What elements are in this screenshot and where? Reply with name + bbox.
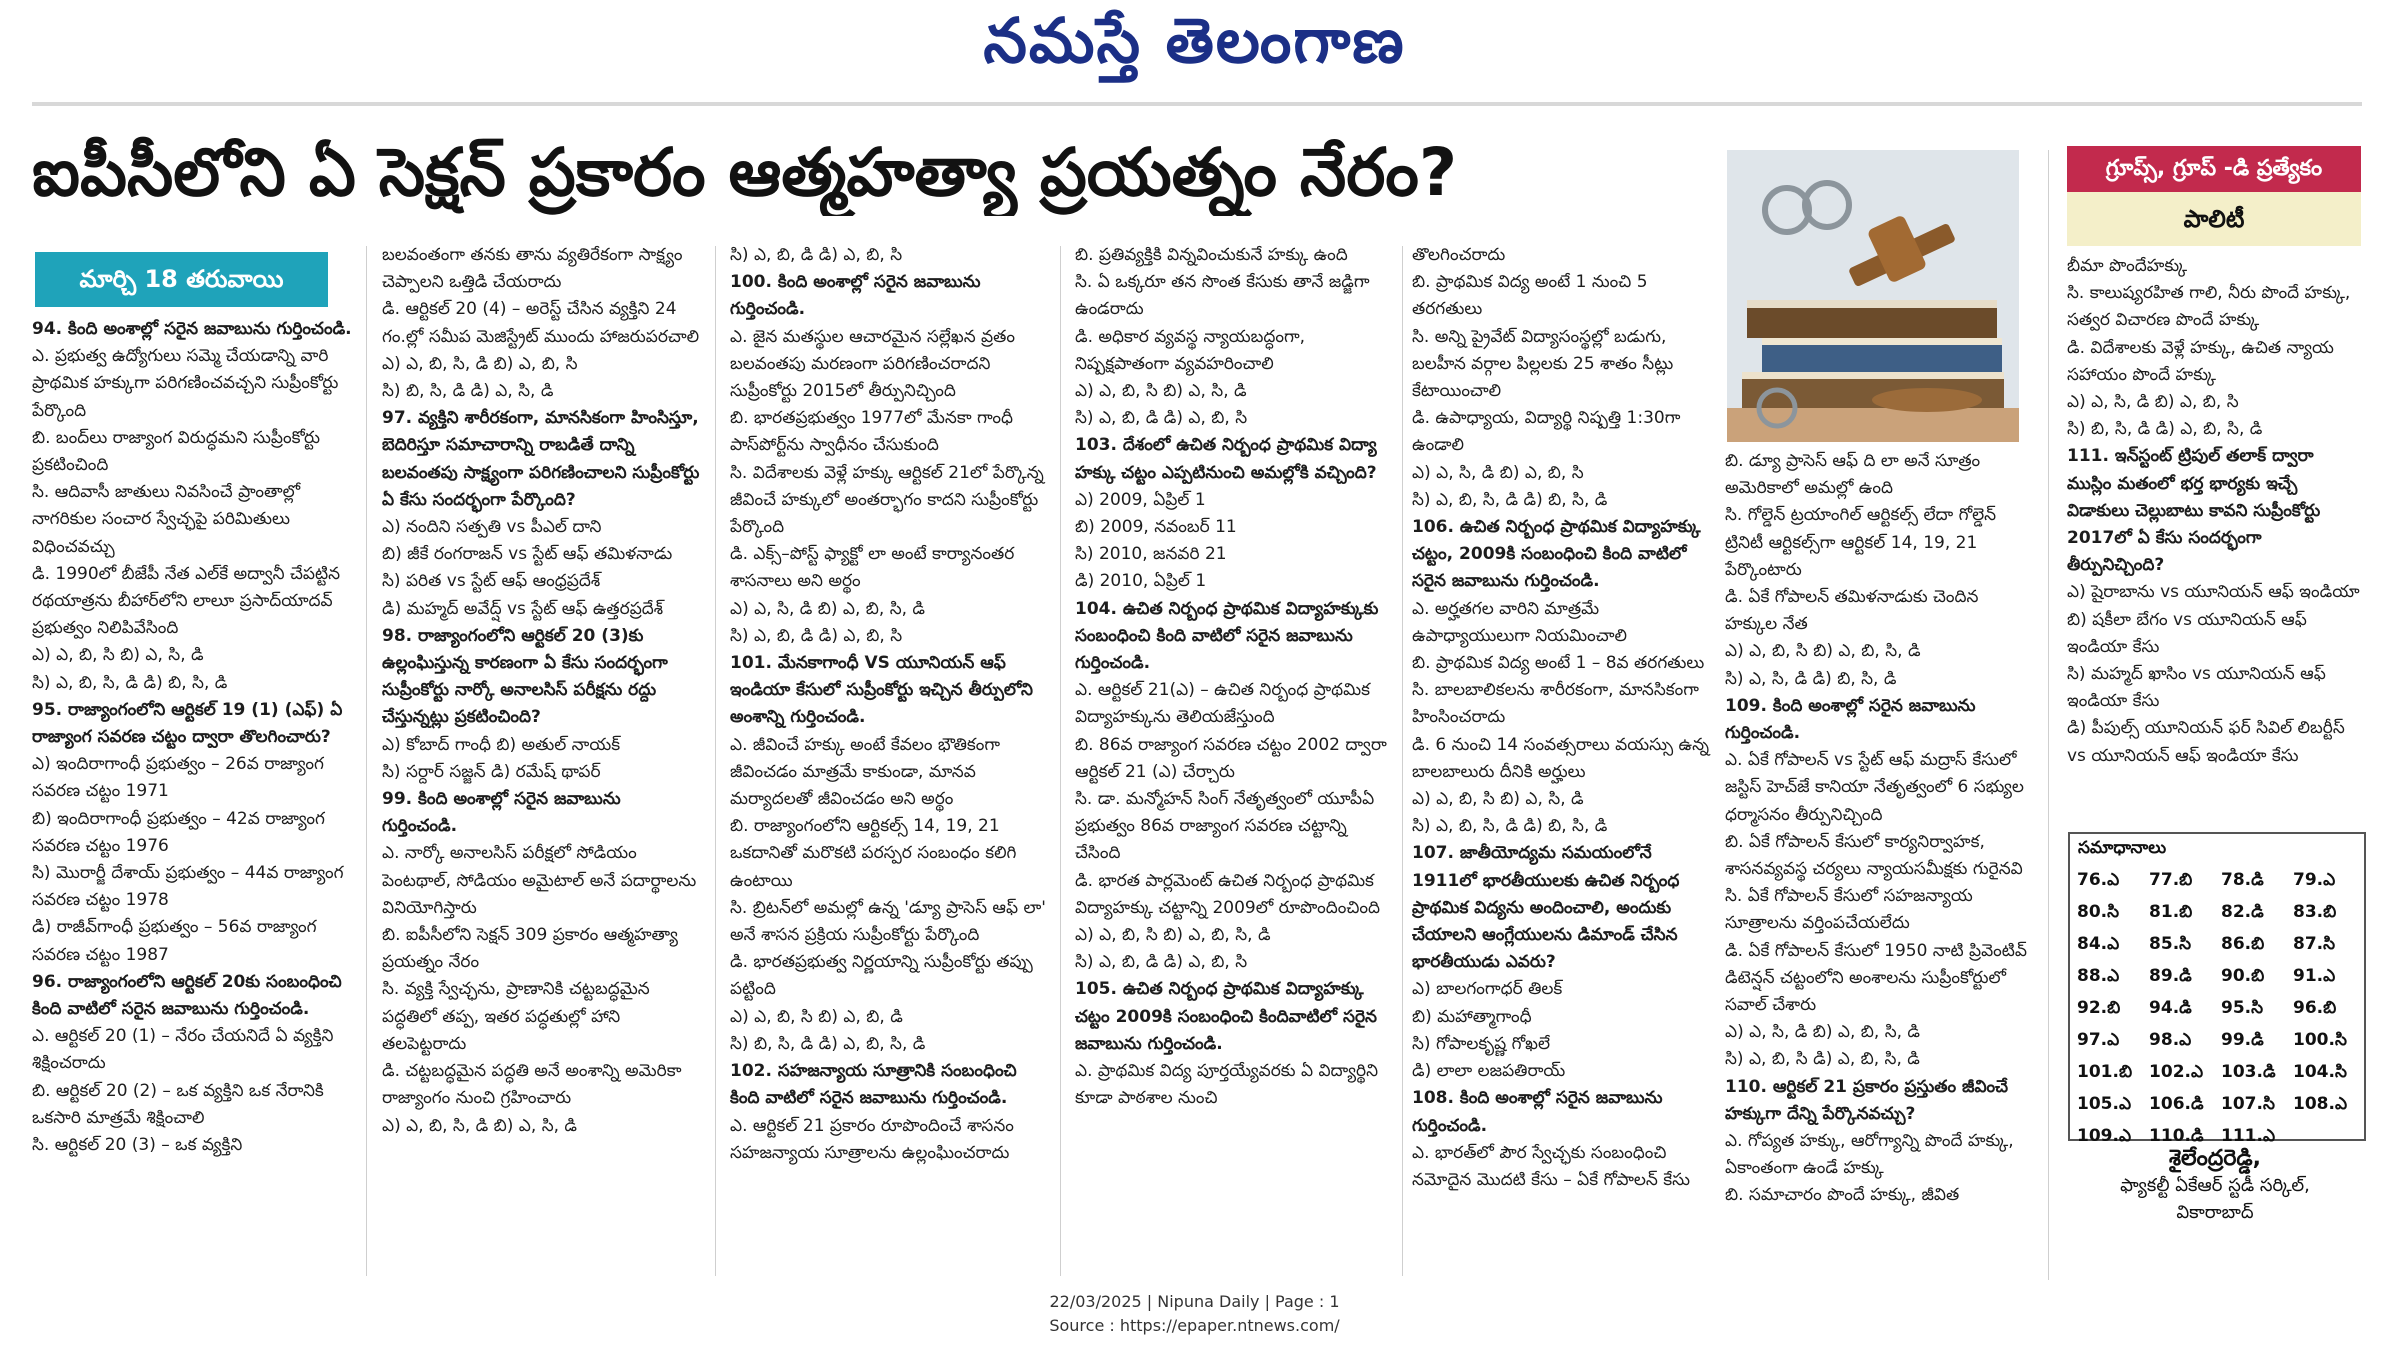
page-footer [0, 1290, 2389, 1338]
option-text: ఎ. ఆర్టికల్ 21 ప్రకారం రూపొందించే శాసనం సహజన్యాయ సూత్రాలను ఉల్లంఘించరాదు [730, 1115, 1014, 1163]
answer-key-title: సమాధానాలు [2078, 838, 2167, 858]
option-text: సి) ఎ, బి, సి, డి డి) బి, సి, డి [1412, 489, 1608, 510]
question-text: 104. ఉచిత నిర్బంధ ప్రాథమిక విద్యాహక్కుకు సంబంధించి కింది వాటిలో సరైన జవాబును గుర్తించండి. [1075, 598, 1379, 674]
option-text: బి) జీకే రంగరాజన్ vs స్టేట్ ఆఫ్ తమిళనాడు [382, 544, 673, 565]
option-text: బి. ప్రతివ్యక్తికి విన్నవించుకునే హక్కు ఉంది [1075, 245, 1348, 265]
option-text: సి) పరిత vs స్టేట్ ఆఫ్ ఆంధ్రప్రదేశ్ [382, 571, 601, 592]
answer-cell: 94.డి [2149, 998, 2192, 1018]
top-rule [32, 102, 2362, 106]
option-text: సి) ఎ, బి, డి డి) ఎ, బి, సి [730, 625, 903, 646]
option-text: డి. 6 నుంచి 14 సంవత్సరాలు వయస్సు ఉన్న బాలబాలురు దీనికి అర్హులు [1412, 734, 1710, 782]
author-affiliation: ఫ్యాకల్టీ ఏకేఆర్ స్టడీ సర్కిల్, [2120, 1175, 2310, 1196]
option-text: సి. అన్ని ప్రైవేట్ విద్యాసంస్థల్లో బడుగు, బలహీన వర్గాల పిల్లలకు 25 శాతం సీట్లు కేటాయించాలి [1412, 326, 1674, 402]
option-text: డి. ఏకే గోపాలన్ కేసులో 1950 నాటి ప్రివెంటివ్ డిటెన్షన్ చట్టంలోని అంశాలను సుప్రీంకోర్టులో సవాల్ చేశారు [1725, 940, 2027, 1016]
option-text: ఎ. ప్రభుత్వ ఉద్యోగులు సమ్మె చేయడాన్ని వారి ప్రాథమిక హక్కుగా పరిగణించవచ్చని సుప్రీంకోర్టు పేర్కొంది [32, 346, 339, 421]
answer-cell: 85.సి [2149, 934, 2192, 954]
answer-cell: 96.బి [2293, 998, 2337, 1018]
option-text: బి. ప్రాథమిక విద్య అంటే 1 నుంచి 5 తరగతులు [1412, 272, 1648, 320]
option-text: సి) ఎ, సి, డి డి) బి, సి, డి [1725, 668, 1897, 689]
option-text: ఎ) ఎ, సి, డి బి) ఎ, బి, సి, డి [1725, 1022, 1921, 1043]
article-column-6 [1725, 448, 2030, 1288]
option-text: ఎ) ఎ, బి, సి బి) ఎ, బి, సి, డి [1075, 925, 1271, 946]
option-text: బీమా పొందేహక్కు [2067, 256, 2188, 276]
question-text: 108. కింది అంశాల్లో సరైన జవాబును గుర్తించండి. [1412, 1088, 1663, 1136]
option-text: డి. విదేశాలకు వెళ్లే హక్కు, ఉచిత న్యాయ సహాయం పొందే హక్కు [2067, 337, 2334, 385]
article-column-2 [382, 242, 700, 1266]
option-text: ఎ) ఎ, బి, సి బి) ఎ, బి, డి [730, 1006, 903, 1027]
option-text: బి) 2009, నవంబర్ 11 [1075, 517, 1237, 538]
answer-key-table [2076, 866, 2364, 1154]
option-text: డి) మహ్మద్ అవేద్ష్ vs స్టేట్ ఆఫ్ ఉత్తరప్రదేశ్ [382, 598, 664, 619]
option-text: సి) ఎ, బి, సి, డి డి) బి, సి, డి [32, 672, 228, 693]
column-divider [1060, 246, 1061, 1276]
option-text: ఎ) నందిని సత్పతి vs పీఎల్ దాని [382, 517, 602, 538]
option-text: డి) 2010, ఏప్రిల్ 1 [1075, 571, 1207, 592]
question-text: 94. కింది అంశాల్లో సరైన జవాబును గుర్తించండి. [32, 319, 352, 339]
option-text: డి) లాలా లజపతిరాయ్ [1412, 1061, 1566, 1082]
article-column-3 [730, 242, 1046, 1266]
option-text: ఎ) ఎ, బి, సి, డి బి) ఎ, సి, డి [382, 1115, 578, 1136]
option-text: బి. డ్యూ ప్రాసెస్ ఆఫ్ ది లా అనే సూత్రం అమెరికాలో అమల్లో ఉంది [1725, 451, 1981, 499]
option-text: సి. ఆదివాసీ జాతులు నివసించే ప్రాంతాల్లో నాగరికుల సంచార స్వేచ్ఛపై పరిమితులు విధించవచ్చు [32, 482, 301, 557]
option-text: ఎ) 2009, ఏప్రిల్ 1 [1075, 489, 1206, 510]
article-column-4 [1075, 242, 1393, 1266]
option-text: ఎ) బాలగంగాధర్ తిలక్ [1412, 979, 1563, 1000]
option-text: బి. ప్రాథమిక విద్య అంటే 1 – 8వ తరగతులు [1412, 653, 1705, 674]
answer-row [2076, 898, 2364, 930]
answer-row [2076, 1058, 2364, 1090]
option-text: డి. ఉపాధ్యాయ, విద్యార్థి నిష్పత్తి 1:30గా ఉండాలి [1412, 408, 1681, 456]
option-text: బి) షకీలా బేగం vs యూనియన్ ఆఫ్ ఇండియా కేసు [2067, 609, 2307, 657]
answer-cell: 104.సి [2293, 1062, 2347, 1082]
option-text: సి. బాలబాలికలను శారీరకంగా, మానసికంగా హింసించరాదు [1412, 680, 1699, 728]
option-text: సి. ఏ ఒక్కరూ తన సొంత కేసుకు తానే జడ్జిగా ఉండరాదు [1075, 272, 1370, 320]
option-text: డి. ఆర్టికల్ 20 (4) – అరెస్ట్ చేసిన వ్యక్తిని 24 గం.ల్లో సమీప మెజిస్ట్రేట్ ముందు హాజరుపరచాలి [382, 299, 700, 347]
answer-cell: 99.డి [2221, 1030, 2264, 1050]
option-text: సి. ఏకే గోపాలన్ కేసులో సహజన్యాయ సూత్రాలను వర్తింపచేయలేదు [1725, 886, 1973, 934]
option-text: డి. భారత పార్లమెంట్ ఉచిత నిర్బంధ ప్రాథమిక విద్యాహక్కు చట్టాన్ని 2009లో రూపొందించింది [1075, 870, 1381, 918]
option-text: బి. సమాచారం పొందే హక్కు, జీవిత [1725, 1185, 1960, 1206]
option-text: బి. బంద్‌లు రాజ్యాంగ విరుద్ధమని సుప్రీంకోర్టు ప్రకటించింది [32, 427, 321, 476]
option-text: సి) గోపాలకృష్ణ గోఖలే [1412, 1033, 1551, 1054]
option-text: డి. అధికార వ్యవస్థ న్యాయబద్ధంగా, నిష్పక్షపాతంగా వ్యవహరించాలి [1075, 326, 1306, 374]
column-divider [715, 246, 716, 1276]
answer-cell: 98.ఎ [2149, 1030, 2192, 1050]
option-text: సి) బి, సి, డి డి) ఎ, బి, సి, డి [730, 1033, 926, 1054]
question-text: 105. ఉచిత నిర్బంధ ప్రాథమిక విద్యాహక్కు చట్టం 2009కి సంబంధించి కిందివాటిలో సరైన జవాబును గుర్తించండి. [1075, 979, 1377, 1054]
option-text: బి. ఐపీసీలోని సెక్షన్ 309 ప్రకారం ఆత్మహత్యా ప్రయత్నం నేరం [382, 925, 678, 973]
option-text: బి. రాజ్యాంగంలోని ఆర్టికల్స్ 14, 19, 21 ఒకదానితో మరొకటి పరస్పర సంబంధం కలిగి ఉంటాయి [730, 816, 1017, 891]
answer-cell: 91.ఎ [2293, 966, 2336, 986]
question-text: 109. కింది అంశాల్లో సరైన జవాబును గుర్తించండి. [1725, 695, 1976, 744]
option-text: ఎ. గోప్యత హక్కు, ఆరోగ్యాన్ని పొందే హక్కు, ఏకాంతంగా ఉండే హక్కు [1725, 1131, 2014, 1179]
answer-cell: 78.డి [2221, 870, 2264, 890]
question-text: 102. సహజన్యాయ సూత్రానికి సంబంధించి కింది వాటిలో సరైన జవాబును గుర్తించండి. [730, 1061, 1017, 1109]
question-text: 107. జాతీయోద్యమ సమయంలోనే 1911లో భారతీయులకు ఉచిత నిర్బంధ ప్రాథమిక విద్యను అందించాలి, అందుకు చేయాలని ఆంగ్లేయులను డిమాండ్ చేసిన భారతీయుడు ఎవరు? [1412, 843, 1680, 973]
answer-cell: 106.డి [2149, 1094, 2204, 1114]
answer-cell: 108.ఎ [2293, 1094, 2348, 1114]
option-text: డి. చట్టబద్ధమైన పద్ధతి అనే అంశాన్ని అమెరికా రాజ్యాంగం నుంచి గ్రహించారు [382, 1061, 682, 1109]
author-credit [2068, 1145, 2362, 1226]
option-text: ఎ. భారత్‌లో పౌర స్వేచ్ఛకు సంబంధించి నమోదైన మొదటి కేసు – ఏకే గోపాలన్ కేసు [1412, 1142, 1690, 1190]
option-text: బి. 86వ రాజ్యాంగ సవరణ చట్టం 2002 ద్వారా ఆర్టికల్ 21 (ఎ) చేర్చారు [1075, 734, 1387, 782]
option-text: బలవంతంగా తనకు తాను వ్యతిరేకంగా సాక్ష్యం చెప్పాలని ఒత్తిడి చేయరాదు [382, 245, 683, 293]
question-text: 106. ఉచిత నిర్బంధ ప్రాథమిక విద్యాహక్కు చట్టం, 2009కి సంబంధించి కింది వాటిలో సరైన జవాబును గుర్తించండి. [1412, 517, 1701, 592]
section-date-label: మార్చి 18 తరువాయి [35, 252, 328, 307]
answer-cell: 97.ఎ [2077, 1030, 2120, 1050]
article-column-5 [1412, 242, 1714, 1266]
question-text: 110. ఆర్టికల్ 21 ప్రకారం ప్రస్తుతం జీవించే హక్కుగా దేన్ని పేర్కొనవచ్చు? [1725, 1076, 2009, 1124]
option-text: బి) మహాత్మాగాంధీ [1412, 1006, 1532, 1027]
option-text: ఎ) కోబాద్ గాంధీ బి) అతుల్ నాయక్ [382, 734, 621, 755]
option-text: ఎ) ఎ, బి, సి బి) ఎ, సి, డి [32, 645, 204, 666]
author-name: శైలేంద్రరెడ్డి, [2168, 1146, 2262, 1171]
option-text: డి. ఏకే గోపాలన్ తమిళనాడుకు చెందిన హక్కుల నేత [1725, 587, 1979, 635]
answer-row [2076, 994, 2364, 1026]
answer-cell: 83.బి [2293, 902, 2337, 922]
option-text: డి. భారతప్రభుత్వ నిర్ణయాన్ని సుప్రీంకోర్టు తప్పు పట్టింది [730, 952, 1033, 1000]
option-text: ఎ) ఎ, సి, డి బి) ఎ, బి, సి [2067, 392, 2239, 413]
author-location: వికారాబాద్ [2176, 1202, 2254, 1223]
option-text: బి) ఇందిరాగాంధీ ప్రభుత్వం – 42వ రాజ్యాంగ సవరణ చట్టం 1976 [32, 808, 325, 856]
headline: ఐపీసీలోని ఏ సెక్షన్ ప్రకారం ఆత్మహత్యా ప్రయత్నం నేరం? [32, 134, 1458, 211]
option-text: ఎ) ఎ, బి, సి బి) ఎ, సి, డి [1075, 381, 1247, 402]
question-text: 98. రాజ్యాంగంలోని ఆర్టికల్ 20 (3)కు ఉల్లంఘిస్తున్న కారణంగా ఏ కేసు సందర్భంగా సుప్రీంకోర్టు నార్కో అనాలసిస్ పరీక్షను రద్దు చేస్తున్నట్లు ప్రకటించింది? [382, 625, 668, 728]
article-column-1 [32, 316, 352, 1266]
answer-row [2076, 930, 2364, 962]
option-text: ఎ) ఎ, బి, సి బి) ఎ, బి, సి, డి [1725, 641, 1921, 662]
question-text: 103. దేశంలో ఉచిత నిర్బంధ ప్రాథమిక విద్యా హక్కు చట్టం ఎప్పటినుంచి అమల్లోకి వచ్చింది? [1075, 435, 1377, 483]
option-text: సి) ఎ, బి, డి డి) ఎ, బి, సి [730, 245, 903, 265]
footer-source[interactable]: Source : https://epaper.ntnews.com/ [1049, 1316, 1340, 1335]
answer-cell: 102.ఎ [2149, 1062, 2204, 1082]
option-text: సి) ఎ, బి, డి డి) ఎ, బి, సి [1075, 408, 1248, 429]
answer-cell: 86.బి [2221, 934, 2265, 954]
answer-cell: 105.ఎ [2077, 1094, 2132, 1114]
option-text: ఎ) షైరాబాను vs యూనియన్ ఆఫ్ ఇండియా [2067, 582, 2360, 603]
column-divider [2048, 150, 2049, 1280]
option-text: ఎ) ఎ, బి, సి బి) ఎ, సి, డి [1412, 789, 1584, 810]
answer-cell: 80.సి [2077, 902, 2120, 922]
gavel-illustration [1727, 150, 2019, 442]
masthead [0, 4, 2389, 92]
answer-cell: 111.ఎ [2221, 1126, 2276, 1146]
option-text: బి. ఏకే గోపాలన్ కేసులో కార్యనిర్వాహక, శాసనవ్యవస్థ చర్యలు న్యాయసమీక్షకు గురైనవి [1725, 831, 2023, 880]
answer-cell: 100.సి [2293, 1030, 2347, 1050]
question-text: 99. కింది అంశాల్లో సరైన జవాబును గుర్తించండి. [382, 789, 621, 837]
option-text: డి) రాజీవ్‌గాంధీ ప్రభుత్వం – 56వ రాజ్యాంగ సవరణ చట్టం 1987 [32, 917, 317, 965]
option-text: సి) ఎ, బి, డి డి) ఎ, బి, సి [1075, 952, 1248, 973]
answer-cell: 87.సి [2293, 934, 2336, 954]
option-text: బి. భారతప్రభుత్వం 1977లో మేనకా గాంధీ పాస్‌పోర్ట్‌ను స్వాధీనం చేసుకుంది [730, 408, 1014, 456]
option-text: సి. ఆర్టికల్ 20 (3) – ఒక వ్యక్తిని [32, 1135, 243, 1156]
option-text: ఎ. అర్హతగల వారిని మాత్రమే ఉపాధ్యాయులుగా నియమించాలి [1412, 598, 1627, 646]
answer-cell: 110.డి [2149, 1126, 2204, 1146]
option-text: సి) మొరార్జీ దేశాయ్ ప్రభుత్వం – 44వ రాజ్యాంగ సవరణ చట్టం 1978 [32, 863, 344, 911]
answer-cell: 79.ఎ [2293, 870, 2336, 890]
option-text: ఎ) ఎ, బి, సి, డి బి) ఎ, బి, సి [382, 353, 578, 374]
option-text: సి) ఎ, బి, సి డి) ఎ, బి, సి, డి [1725, 1049, 1920, 1070]
answer-cell: 88.ఎ [2077, 966, 2120, 986]
option-text: ఎ. జీవించే హక్కు అంటే కేవలం భౌతికంగా జీవించడం మాత్రమే కాకుండా, మానవ మర్యాదలతో జీవించడం అని అర్థం [730, 734, 1001, 810]
answer-row [2076, 1026, 2364, 1058]
option-text: ఎ) ఎ, సి, డి బి) ఎ, బి, సి, డి [730, 598, 926, 619]
special-section-banner: గ్రూప్స్, గ్రూప్ -డి ప్రత్యేకం [2067, 146, 2361, 192]
answer-cell: 82.డి [2221, 902, 2264, 922]
masthead-title: నమస్తే తెలంగాణ [983, 4, 1406, 77]
answer-cell: 84.ఎ [2077, 934, 2120, 954]
question-text: 111. ఇన్‌స్టంట్ ట్రిపుల్ తలాక్ ద్వారా ముస్లిం మతంలో భర్త భార్యకు ఇచ్చే విడాకులు చెల్లుబాటు కావని సుప్రీంకోర్టు 2017లో ఏ కేసు సందర్భంగా తీర్పునిచ్చింది? [2067, 446, 2321, 576]
answer-cell: 107.సి [2221, 1094, 2275, 1114]
option-text: సి. కాలుష్యరహిత గాలి, నీరు పొందే హక్కు, సత్వర విచారణ పొందే హక్కు [2067, 283, 2351, 331]
option-text: ఎ. ఆర్టికల్ 20 (1) – నేరం చేయనిదే ఏ వ్యక్తిని శిక్షించరాదు [32, 1026, 334, 1074]
answer-row [2076, 1090, 2364, 1122]
option-text: సి. బ్రిటన్‌లో అమల్లో ఉన్న 'డ్యూ ప్రాసెస్ ఆఫ్ లా' అనే శాసన ప్రక్రియ సుప్రీంకోర్టు పేర్కొంది [730, 897, 1046, 946]
article-column-7 [2067, 253, 2363, 828]
option-text: ఎ) ఇందిరాగాంధీ ప్రభుత్వం – 26వ రాజ్యాంగ సవరణ చట్టం 1971 [32, 754, 324, 802]
option-text: ఎ. ఏకే గోపాలన్ vs స్టేట్ ఆఫ్ మద్రాస్ కేసులో జస్టిస్ హెచ్‌జే కానియా నేతృత్వంలో 6 సభ్యుల ధర్మాసనం తీర్పునిచ్చింది [1725, 750, 2024, 825]
option-text: ఎ. జైన మతస్థుల ఆచారమైన సల్లేఖన వ్రతం బలవంతపు మరణంగా పరిగణించరాదని సుప్రీంకోర్టు 2015లో తీర్పునిచ్చింది [730, 326, 1015, 402]
option-text: సి. డా. మన్మోహన్ సింగ్ నేతృత్వంలో యూపీఏ ప్రభుత్వం 86వ రాజ్యాంగ సవరణ చట్టాన్ని చేసింది [1075, 789, 1375, 864]
option-text: సి) బి, సి, డి డి) ఎ, సి, డి [382, 381, 554, 402]
question-text: 97. వ్యక్తిని శారీరకంగా, మానసికంగా హింసిస్తూ, బెదిరిస్తూ సమాచారాన్ని రాబడితే దాన్ని బలవంతపు సాక్ష్యంగా పరిగణించాలని సుప్రీంకోర్టు ఏ కేసు సందర్భంగా పేర్కొంది? [382, 408, 700, 510]
answer-cell: 103.డి [2221, 1062, 2276, 1082]
answer-cell: 101.బి [2077, 1062, 2133, 1082]
gavel-books-photo [1727, 150, 2019, 442]
question-text: 100. కింది అంశాల్లో సరైన జవాబును గుర్తించండి. [730, 272, 981, 320]
option-text: ఎ) ఎ, సి, డి బి) ఎ, బి, సి [1412, 462, 1584, 483]
footer-date-page: 22/03/2025 | Nipuna Daily | Page : 1 [1049, 1292, 1340, 1311]
answer-cell: 77.బి [2149, 870, 2193, 890]
answer-cell: 92.బి [2077, 998, 2121, 1018]
option-text: ఎ. ప్రాథమిక విద్య పూర్తయ్యేవరకు ఏ విద్యార్థిని కూడా పాఠశాల నుంచి [1075, 1061, 1379, 1109]
option-text: తొలగించరాదు [1412, 245, 1506, 265]
answer-key-box [2068, 832, 2366, 1146]
option-text: ఎ. ఆర్టికల్ 21(ఎ) – ఉచిత నిర్బంధ ప్రాథమిక విద్యాహక్కును తెలియజేస్తుంది [1075, 680, 1371, 728]
option-text: సి) 2010, జనవరి 21 [1075, 544, 1227, 565]
answer-cell: 81.బి [2149, 902, 2193, 922]
answer-row [2076, 866, 2364, 898]
option-text: డి) పీపుల్స్ యూనియన్ ఫర్ సివిల్ లిబర్టీస్ vs యూనియన్ ఆఫ్ ఇండియా కేసు [2067, 718, 2345, 766]
answer-cell: 76.ఎ [2077, 870, 2120, 890]
column-divider [366, 246, 367, 1276]
option-text: సి) సర్దార్ సజ్జన్ డి) రమేష్ థాపర్ [382, 761, 601, 782]
answer-cell: 109.ఎ [2077, 1126, 2132, 1146]
answer-cell: 95.సి [2221, 998, 2264, 1018]
option-text: సి) మహ్మద్ ఖాసిం vs యూనియన్ ఆఫ్ ఇండియా కేసు [2067, 664, 2326, 712]
column-divider [1402, 246, 1403, 1276]
option-text: సి. విదేశాలకు వెళ్లే హక్కు ఆర్టికల్ 21లో పేర్కొన్న జీవించే హక్కులో అంతర్భాగం కాదని సుప్రీంకోర్టు పేర్కొంది [730, 462, 1044, 538]
option-text: డి. ఎక్స్‌–పోస్ట్ ఫ్యాక్టో లా అంటే కార్యానంతర శాసనాలు అని అర్థం [730, 544, 1015, 592]
question-text: 96. రాజ్యాంగంలోని ఆర్టికల్ 20కు సంబంధించి కింది వాటిలో సరైన జవాబును గుర్తించండి. [32, 971, 342, 1020]
option-text: సి. వ్యక్తి స్వేచ్ఛను, ప్రాణానికి చట్టబద్ధమైన పద్ధతిలో తప్ప, ఇతర పద్ధతుల్లో హాని తలపెట్టరాదు [382, 979, 650, 1054]
subject-label: పాలిటీ [2067, 192, 2361, 246]
option-text: ఎ. నార్కో అనాలసిస్ పరీక్షలో సోడియం పెంటథాల్, సోడియం అమైటాల్ అనే పదార్థాలను వినియోగిస్తారు [382, 843, 697, 918]
answer-cell: 89.డి [2149, 966, 2192, 986]
question-text: 95. రాజ్యాంగంలోని ఆర్టికల్ 19 (1) (ఎఫ్) ఏ రాజ్యాంగ సవరణ చట్టం ద్వారా తొలగించారు? [32, 699, 343, 748]
option-text: బి. ఆర్టికల్ 20 (2) – ఒక వ్యక్తిని ఒక నేరానికి ఒకసారి మాత్రమే శిక్షించాలి [32, 1080, 324, 1128]
option-text: డి. 1990లో బీజేపీ నేత ఎల్‌కే అద్వానీ చేపట్టిన రథయాత్రను బీహార్‌లోని లాలూ ప్రసాద్‌యాదవ్ ప్రభుత్వం నిలిపివేసింది [32, 563, 341, 639]
option-text: సి) బి, సి, డి డి) ఎ, బి, సి, డి [2067, 419, 2263, 440]
answer-row [2076, 962, 2364, 994]
answer-cell: 90.బి [2221, 966, 2265, 986]
option-text: సి) ఎ, బి, సి, డి డి) బి, సి, డి [1412, 816, 1608, 837]
option-text: సి. గోల్డెన్ ట్రయాంగిల్ ఆర్టికల్స్ లేదా గోల్డెన్ ట్రినిటీ ఆర్టికల్స్‌గా ఆర్టికల్ 14, 19, 21 పేర్కొంటారు [1725, 505, 1997, 580]
question-text: 101. మేనకాగాంధీ VS యూనియన్ ఆఫ్ ఇండియా కేసులో సుప్రీంకోర్టు ఇచ్చిన తీర్పులోని అంశాన్ని గుర్తించండి. [730, 653, 1033, 728]
